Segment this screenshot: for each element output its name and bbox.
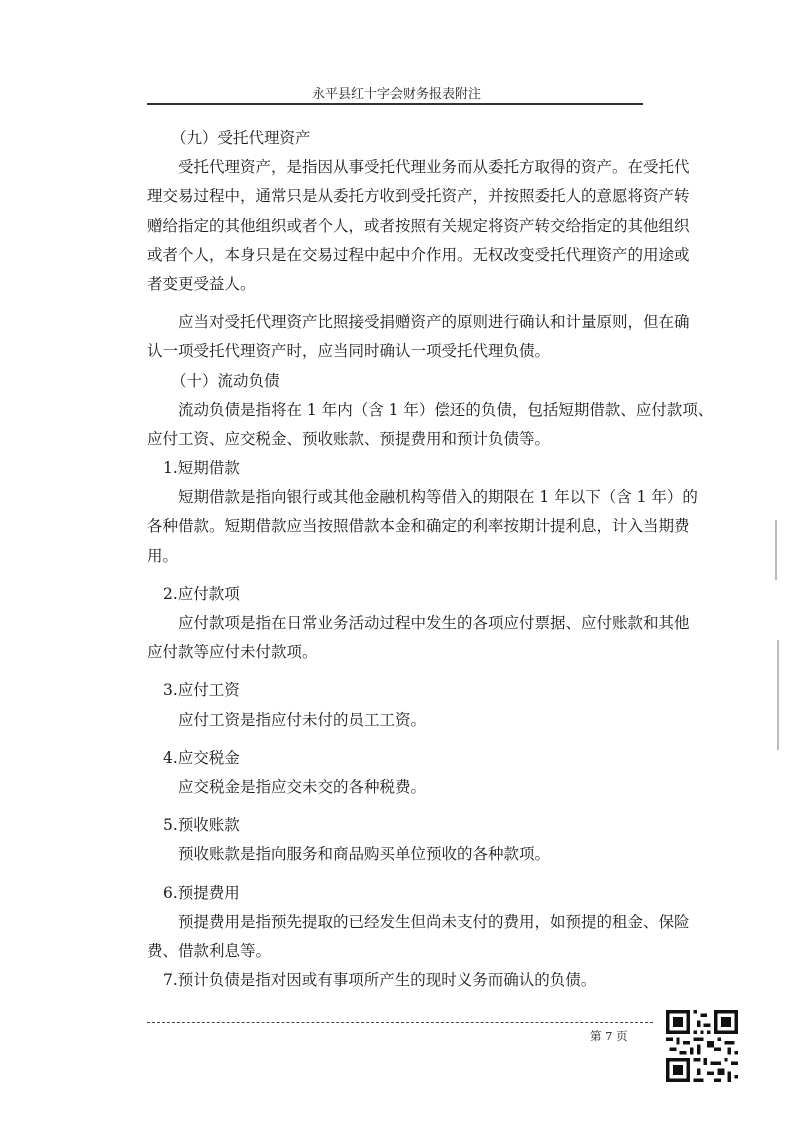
- paragraph-line: 费、借款利息等。: [147, 941, 272, 960]
- paragraph-line: 预收账款是指向服务和商品购买单位预收的各种款项。: [178, 845, 551, 864]
- spacer: [147, 667, 643, 676]
- spacer: [147, 735, 643, 744]
- paragraph-line: 用。: [147, 546, 179, 565]
- paragraph-line: 预提费用是指预先提取的已经发生但尚未支付的费用，如预提的租金、保险: [178, 912, 690, 931]
- page-number: 第 7 页: [590, 1029, 628, 1043]
- document-body: [147, 124, 714, 995]
- footer-rule: [147, 1022, 653, 1023]
- paragraph-line: 应交税金是指应交未交的各种税费。: [178, 777, 427, 796]
- qr-code-image: [666, 1010, 738, 1082]
- item-title: 6.预提费用: [163, 883, 240, 902]
- paragraph-line: 各种借款。短期借款应当按照借款本金和确定的利率按期计提利息，计入当期费: [147, 517, 690, 536]
- paragraph-line: 短期借款是指向银行或其他金融机构等借入的期限在 1 年以下（含 1 年）的: [178, 488, 698, 507]
- paragraph-line: 认一项受托代理资产时，应当同时确认一项受托代理负债。: [147, 342, 551, 361]
- paragraph-line: 应付款等应付未付款项。: [147, 643, 318, 662]
- section-heading: （九）受托代理资产: [171, 129, 311, 147]
- scan-mark: [777, 640, 779, 750]
- item-title: 7.预计负债是指对因或有事项所产生的现时义务而确认的负债。: [163, 971, 597, 990]
- item-title: 1.短期借款: [163, 459, 240, 478]
- paragraph-line: 流动负债是指将在 1 年内（含 1 年）偿还的负债，包括短期借款、应付款项、: [178, 400, 714, 419]
- paragraph-line: 理交易过程中，通常只是从委托方收到受托资产，并按照委托人的意愿将资产转: [147, 187, 690, 206]
- scan-mark: [775, 520, 777, 580]
- paragraph-line: 应当对受托代理资产比照接受捐赠资产的原则进行确认和计量原则，但在确: [178, 313, 690, 332]
- section-heading: （十）流动负债: [171, 371, 280, 390]
- spacer: [147, 870, 643, 879]
- item-title: 5.预收账款: [163, 816, 240, 835]
- paragraph-line: 应付工资、应交税金、预收账款、预提费用和预计负债等。: [147, 429, 551, 448]
- paragraph-line: 者变更受益人。: [147, 274, 256, 293]
- paragraph-line: 或者个人，本身只是在交易过程中起中介作用。无权改变受托代理资产的用途或: [147, 245, 690, 264]
- spacer: [147, 802, 643, 811]
- item-title: 2.应付款项: [163, 584, 240, 603]
- spacer: [147, 571, 643, 580]
- paragraph-line: 应付款项是指在日常业务活动过程中发生的各项应付票据、应付账款和其他: [178, 614, 690, 632]
- header-rule: [147, 103, 643, 105]
- paragraph-line: 赠给指定的其他组织或者个人，或者按照有关规定将资产转交给指定的其他组织: [147, 216, 690, 235]
- item-title: 3.应付工资: [163, 681, 240, 700]
- spacer: [147, 299, 643, 308]
- paragraph-line: 应付工资是指应付未付的员工工资。: [178, 710, 427, 729]
- header-title: 永平县红十字会财务报表附注: [311, 87, 481, 102]
- item-title: 4.应交税金: [163, 748, 240, 767]
- paragraph-line: 受托代理资产，是指因从事受托代理业务而从委托方取得的资产。在受托代: [178, 158, 690, 177]
